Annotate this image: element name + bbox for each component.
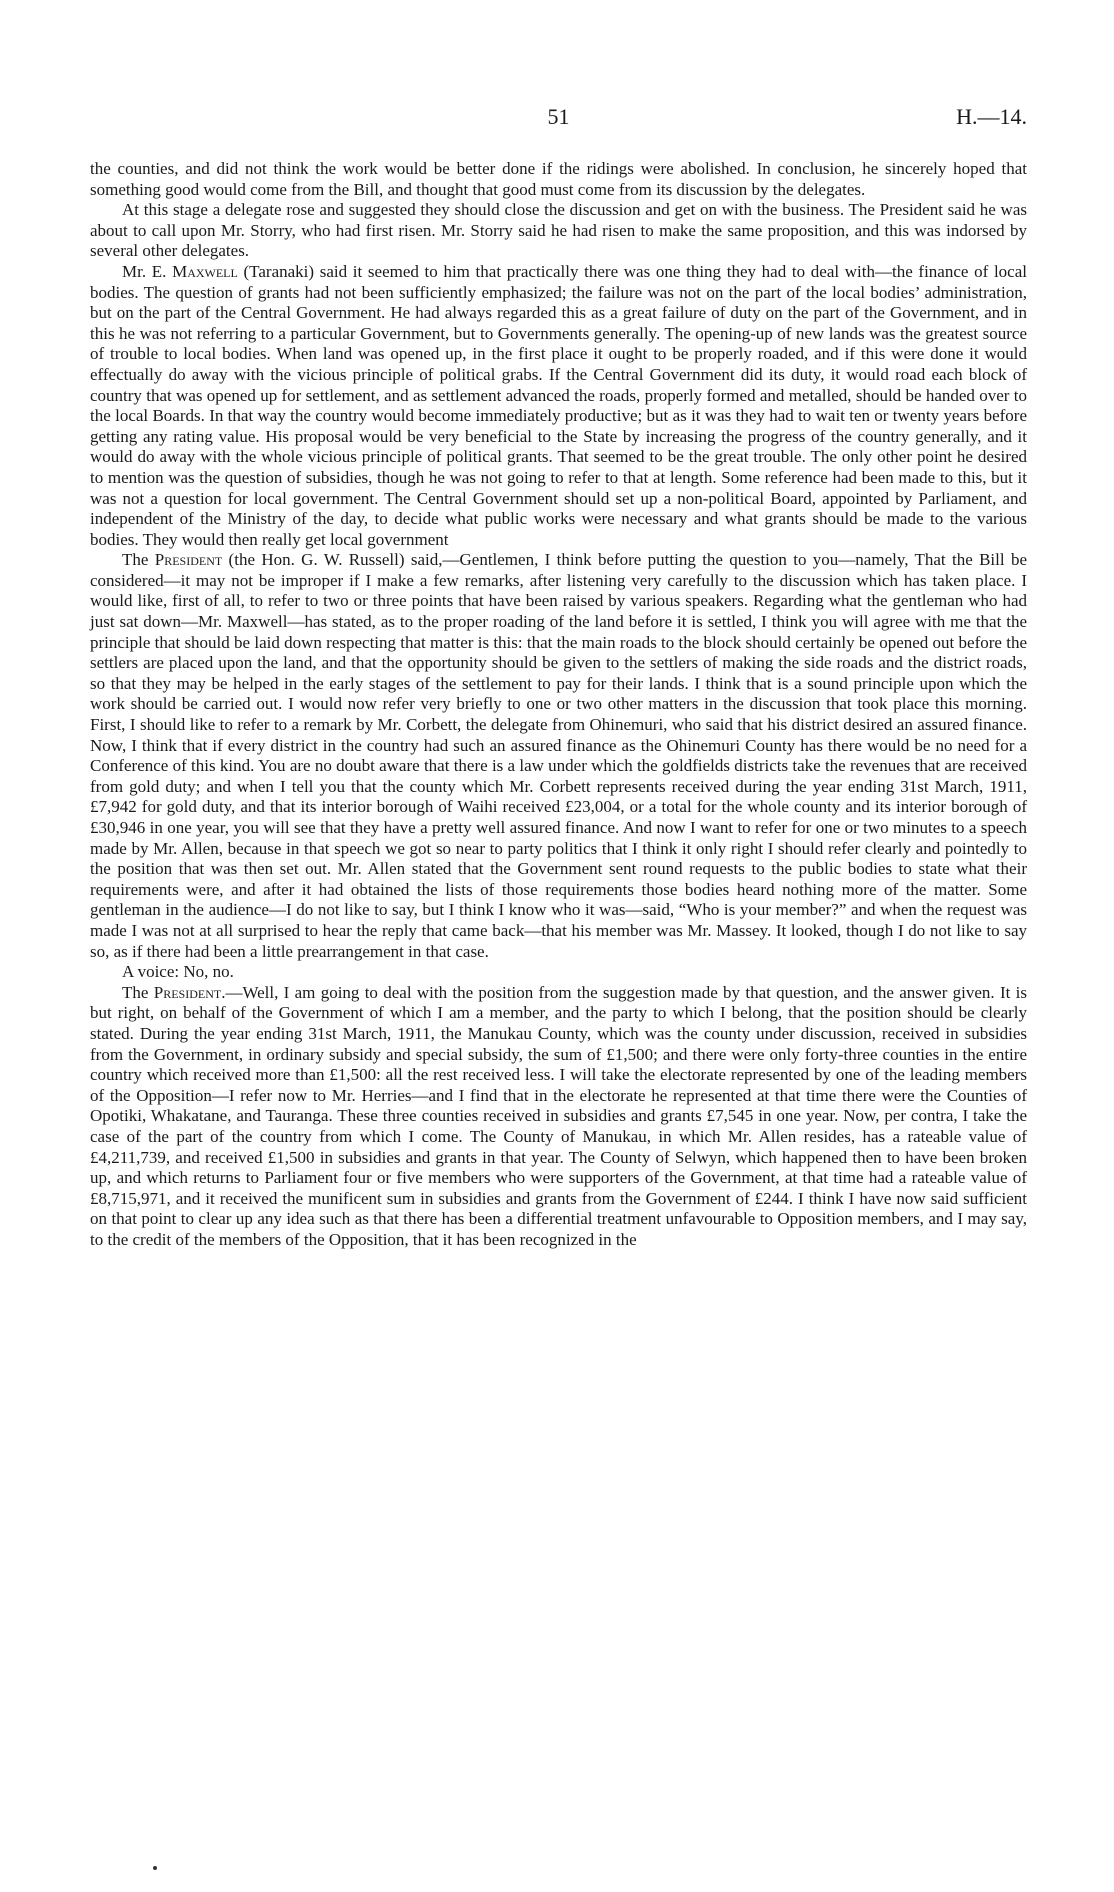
paragraph-text: A voice: No, no.: [122, 962, 234, 982]
paragraph-interjection: [90, 962, 1027, 983]
paragraph-text: At this stage a delegate rose and suggested they should close the discussion and get on with the business. The President said he was about to call upon Mr. Storry, who had first risen. Mr. Storry said he had risen to make the same proposition, and this was indorsed by several other delegates.: [90, 200, 1027, 261]
speaker-name: Maxwell: [172, 261, 238, 281]
paragraph-president-speech: [90, 550, 1027, 962]
paragraph-text: .—Well, I am going to deal with the position from the suggestion made by that question, and the answer given. It is but right, on behalf of the Government of which I am a member, and the party to which I belong, that the position should be clearly stated. During the year ending 31st March, 1911, the Manukau County, which was the county under discussion, received in subsidies from the Government, in ordinary subsidy and special subsidy, the sum of £1,500; and there were only forty-three counties in the entire country which received more than £1,500: all the rest received less. I will take the electorate represented by one of the leading members of the Opposition—I refer now to Mr. Herries—and I find that in the electorate he represented at that time there were the Counties of Opotiki, Whakatane, and Tauranga. These three counties received in subsidies and grants £7,545 in one year. Now, per contra, I take the case of the part of the country from which I come. The County of Manukau, in which Mr. Allen resides, has a rateable value of £4,211,739, and received £1,500 in subsidies and grants in that year. The County of Selwyn, which happened then to have been broken up, and which returns to Parliament four or five members who were supporters of the Government, at that time had a rateable value of £8,715,971, and it received the munificent sum in subsidies and grants from the Government of £244. I think I have now said sufficient on that point to clear up any idea such as that there has been a differential treatment unfavourable to Opposition members, and I may say, to the credit of the members of the Opposition, that it has been recognized in the: [90, 982, 1027, 1249]
document-reference: H.—14.: [956, 104, 1027, 129]
page-header: [90, 104, 1027, 134]
speaker-name: President: [153, 982, 222, 1002]
speaker-prefix: The: [122, 982, 154, 1002]
paragraph-continuation: [90, 159, 1027, 200]
speaker-prefix: The: [122, 550, 155, 570]
paragraph-text: (Taranaki) said it seemed to him that practically there was one thing they had to deal with—the finance of local bodies. The question of grants had not been sufficiently emphasized; the failure was not on the part of the local bodies’ administration, but on the part of the Central Government. He had always regarded this as a great failure of duty on the part of the Government, and in this he was not referring to a particular Government, but to Governments generally. The opening-up of new lands was the greatest source of trouble to local bodies. When land was opened up, in the first place it ought to be properly roaded, and if this were done it would effectually do away with the vicious principle of political grabs. If the Central Government did its duty, it would road each block of country that was opened up for settlement, and as settlement advanced the roads, properly formed and metalled, should be handed over to the local Boards. In that way the country would become immediately productive; but as it was they had to wait ten or twenty years before getting any rating value. His proposal would be very beneficial to the State by increasing the progress of the country generally, and it would do away with the whole vicious principle of political grants. That seemed to be the great trouble. The only other point he desired to mention was the question of subsidies, though he was not going to refer to that at length. Some reference had been made to this, but it was not a question for local government. The Central Government should set up a non-political Board, appointed by Parliament, and independent of the Ministry of the day, to decide what public works were necessary and what grants should be made to the various bodies. They would then really get local government: [90, 261, 1027, 549]
print-mark: [153, 1866, 157, 1870]
paragraph-maxwell-speech: [90, 262, 1027, 550]
paragraph-text: the counties, and did not think the work would be better done if the ridings were abolished. In conclusion, he sincerely hoped that something good would come from the Bill, and thought that good must come from its discussion by the delegates.: [90, 159, 1027, 199]
paragraph-delegate-motion: [90, 200, 1027, 262]
speaker-prefix: Mr. E.: [122, 261, 173, 281]
page-number: 51: [547, 104, 570, 129]
paragraph-text: (the Hon. G. W. Russell) said,—Gentlemen, I think before putting the question to you—namely, That the Bill be considered—it may not be improper if I make a few remarks, after listening very carefully to the discussion which has taken place. I would like, first of all, to refer to two or three points that have been raised by various speakers. Regarding what the gentleman who had just sat down—Mr. Maxwell—has stated, as to the proper roading of the land before it is settled, I think you will agree with me that the principle that should be laid down respecting that matter is this: that the main roads to the block should certainly be opened out before the settlers are placed upon the land, and that the opportunity should be given to the settlers of making the side roads and the district roads, so that they may be helped in the early stages of the settlement to pay for their lands. I think that is a sound principle upon which the work should be carried out. I would now refer very briefly to one or two other matters in the discussion that took place this morning. First, I should like to refer to a remark by Mr. Corbett, the delegate from Ohinemuri, who said that his district desired an assured finance. Now, I think that if every district in the country had such an assured finance as the Ohinemuri County has there would be no need for a Conference of this kind. You are no doubt aware that there is a law under which the goldfields districts take the revenues that are received from gold duty; and when I tell you that the county which Mr. Corbett represents received during the year ending 31st March, 1911, £7,942 for gold duty, and that its interior borough of Waihi received £23,004, or a total for the whole county and its interior borough of £30,946 in one year, you will see that they have a pretty well assured finance. And now I want to refer for one or two minutes to a speech made by Mr. Allen, because in that speech we got so near to party politics that I think it only right I should refer clearly and pointedly to the position that was then set out. Mr. Allen stated that the Government sent round requests to the public bodies to state what their requirements were, and after it had obtained the lists of those requirements those bodies heard nothing more of the matter. Some gentleman in the audience—I do not like to say, but I think I know who it was—said, “Who is your member?” and when the request was made I was not at all surprised to hear the reply that came back—that his member was Mr. Massey. It looked, though I do not like to say so, as if there had been a little prearrangement in that case.: [90, 550, 1027, 961]
body-text: [90, 159, 1027, 1250]
paragraph-president-reply: [90, 983, 1027, 1251]
speaker-name: President: [154, 550, 223, 570]
